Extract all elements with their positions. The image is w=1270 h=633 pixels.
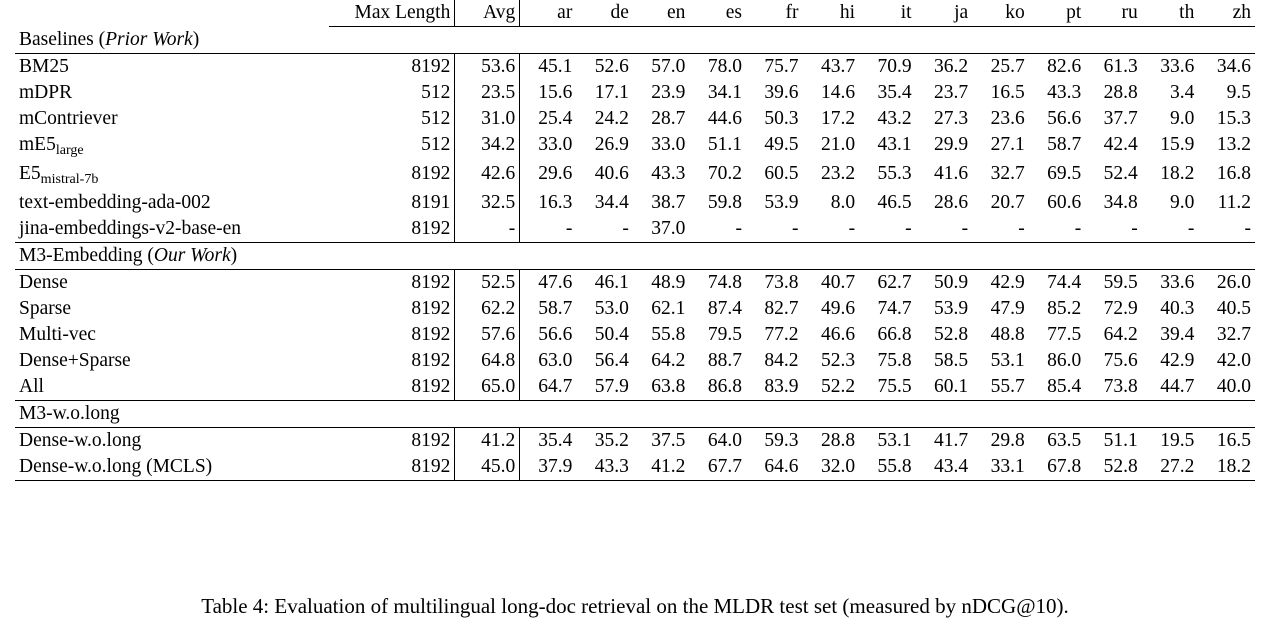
cell-lang-ko: 53.1 <box>990 349 1025 371</box>
cell-lang-pt: 56.6 <box>1047 108 1082 129</box>
cell-lang-zh: 13.2 <box>1216 134 1251 155</box>
cell-lang-en: 57.0 <box>651 56 686 77</box>
cell-avg: - <box>455 216 520 242</box>
cell-lang-de: 17.1 <box>594 82 629 103</box>
cell-avg: 65.0 <box>455 374 520 400</box>
table-row <box>15 348 1255 374</box>
cell-lang-es: 86.8 <box>707 375 742 397</box>
cell-lang-zh: 26.0 <box>1216 271 1251 293</box>
header-lang-it: it <box>859 0 916 27</box>
cell-lang-it: 43.2 <box>877 108 912 129</box>
cell-lang-ru: 72.9 <box>1103 297 1138 319</box>
section-label: M3-w.o.long <box>15 400 1255 427</box>
cell-lang-ko: 25.7 <box>990 56 1025 77</box>
cell-lang-th: 33.6 <box>1160 271 1195 293</box>
cell-lang-ko: 48.8 <box>990 323 1025 345</box>
cell-avg: 53.6 <box>455 54 520 81</box>
cell-lang-th: 15.9 <box>1160 134 1195 155</box>
cell-max-length: 8192 <box>411 375 451 397</box>
cell-lang-ko: 29.8 <box>990 429 1025 451</box>
section-header-row <box>15 242 1255 269</box>
cell-lang-it: 74.7 <box>877 297 912 319</box>
cell-lang-ko: 23.6 <box>990 108 1025 129</box>
cell-lang-ko: 33.1 <box>972 454 1029 481</box>
table-row <box>15 190 1255 216</box>
cell-lang-ja: 41.6 <box>934 162 969 184</box>
cell-lang-ar: 56.6 <box>520 322 577 348</box>
cell-lang-ru: 52.8 <box>1085 454 1142 481</box>
header-lang-es: es <box>689 0 746 27</box>
header-row <box>15 0 1255 27</box>
table-body <box>15 27 1255 481</box>
cell-max-length: 512 <box>421 108 451 129</box>
cell-avg: 23.5 <box>455 80 520 106</box>
cell-lang-th: 3.4 <box>1169 82 1195 103</box>
cell-lang-fr: 82.7 <box>764 297 799 319</box>
section-label: M3-Embedding (Our Work) <box>15 242 1255 269</box>
cell-lang-zh: 34.6 <box>1216 56 1251 77</box>
table-row <box>15 132 1255 161</box>
cell-lang-ru: 73.8 <box>1103 375 1138 397</box>
section-header-row <box>15 27 1255 54</box>
cell-lang-en: 37.5 <box>651 429 686 451</box>
cell-lang-ar: 47.6 <box>520 269 577 296</box>
cell-lang-th: 39.4 <box>1160 323 1195 345</box>
cell-lang-fr: 64.6 <box>746 454 803 481</box>
cell-avg: 64.8 <box>455 348 520 374</box>
header-avg: Avg <box>455 0 520 27</box>
cell-lang-it: 70.9 <box>877 56 912 77</box>
cell-max-length: 8192 <box>411 56 451 77</box>
cell-lang-ru: 37.7 <box>1103 108 1138 129</box>
cell-lang-es: 78.0 <box>707 56 742 77</box>
cell-lang-hi: 46.6 <box>820 323 856 345</box>
cell-lang-pt: 69.5 <box>1047 162 1082 184</box>
cell-avg: 62.2 <box>455 296 520 322</box>
results-table <box>15 0 1255 481</box>
cell-lang-pt: 74.4 <box>1047 271 1082 293</box>
cell-lang-hi: 43.7 <box>820 56 856 77</box>
cell-lang-ar: 15.6 <box>520 80 577 106</box>
table-header <box>15 0 1255 27</box>
cell-lang-fr: 75.7 <box>764 56 799 77</box>
cell-lang-ja: 52.8 <box>934 323 969 345</box>
cell-avg: 41.2 <box>455 427 520 454</box>
cell-lang-pt: 67.8 <box>1029 454 1086 481</box>
cell-lang-ar: 25.4 <box>520 106 577 132</box>
cell-lang-zh: 40.5 <box>1216 297 1251 319</box>
cell-lang-fr: - <box>792 217 799 239</box>
cell-lang-pt: 43.3 <box>1047 82 1082 103</box>
table-row <box>15 374 1255 400</box>
cell-lang-ru: 52.4 <box>1103 162 1138 184</box>
cell-lang-es: 79.5 <box>707 323 742 345</box>
cell-lang-en: 63.8 <box>651 375 686 397</box>
cell-lang-ar: 64.7 <box>520 374 577 400</box>
cell-lang-hi: 52.3 <box>820 349 856 371</box>
cell-lang-en: 33.0 <box>651 134 686 155</box>
cell-lang-it: 43.1 <box>877 134 912 155</box>
cell-lang-it: 75.8 <box>877 349 912 371</box>
cell-lang-zh: 32.7 <box>1216 323 1251 345</box>
cell-lang-pt: 77.5 <box>1047 323 1082 345</box>
cell-model-name: jina-embeddings-v2-base-en <box>19 217 242 239</box>
header-lang-ja: ja <box>916 0 973 27</box>
cell-lang-ko: 32.7 <box>990 162 1025 184</box>
cell-lang-fr: 73.8 <box>764 271 799 293</box>
cell-lang-en: 64.2 <box>651 349 686 371</box>
cell-model-name: $E5_{mistral-7b}$ <box>19 162 99 187</box>
cell-lang-ja: 60.1 <box>934 375 969 397</box>
cell-lang-hi: 17.2 <box>820 108 856 129</box>
header-max-length: Max Length <box>329 0 455 27</box>
header-lang-ko: ko <box>972 0 1029 27</box>
cell-lang-es: 70.2 <box>707 162 742 184</box>
cell-lang-ar: 63.0 <box>520 348 577 374</box>
cell-lang-fr: 39.6 <box>764 82 799 103</box>
cell-lang-en: 41.2 <box>633 454 690 481</box>
cell-max-length: 512 <box>421 134 451 155</box>
cell-lang-pt: 63.5 <box>1047 429 1082 451</box>
cell-model-name: BM25 <box>19 56 69 77</box>
cell-max-length: 8192 <box>329 454 455 481</box>
cell-lang-en: 48.9 <box>651 271 686 293</box>
figure-caption: Table 4: Evaluation of multilingual long-doc retrieval on the MLDR test set (measured by nDCG@10). <box>201 594 1069 618</box>
cell-lang-zh: 18.2 <box>1198 454 1255 481</box>
cell-lang-it: - <box>905 217 912 239</box>
cell-lang-es: 51.1 <box>707 134 742 155</box>
cell-lang-it: 75.5 <box>877 375 912 397</box>
cell-lang-ko: 42.9 <box>990 271 1025 293</box>
cell-lang-de: 24.2 <box>594 108 629 129</box>
cell-max-length: 8192 <box>411 217 451 239</box>
cell-model-name: Multi-vec <box>19 323 96 345</box>
cell-lang-ja: 53.9 <box>934 297 969 319</box>
cell-lang-de: 34.4 <box>594 191 629 213</box>
cell-max-length: 8192 <box>411 349 451 371</box>
cell-lang-ru: - <box>1131 217 1138 239</box>
cell-lang-pt: 85.4 <box>1047 375 1082 397</box>
header-lang-pt: pt <box>1029 0 1086 27</box>
cell-lang-hi: 40.7 <box>820 271 856 293</box>
cell-lang-de: 52.6 <box>594 56 629 77</box>
cell-lang-es: 44.6 <box>707 108 742 129</box>
cell-lang-hi: - <box>848 217 856 239</box>
cell-model-name: Dense+Sparse <box>19 349 131 371</box>
cell-lang-ru: 28.8 <box>1103 82 1138 103</box>
header-lang-th: th <box>1142 0 1199 27</box>
cell-lang-en: 55.8 <box>651 323 686 345</box>
table-row <box>15 322 1255 348</box>
cell-lang-th: - <box>1187 217 1195 239</box>
cell-model-name: Dense-w.o.long (MCLS) <box>15 454 329 481</box>
cell-lang-ja: 50.9 <box>934 271 969 293</box>
cell-lang-hi: 23.2 <box>820 162 856 184</box>
cell-lang-en: 23.9 <box>651 82 686 103</box>
header-lang-fr: fr <box>746 0 803 27</box>
cell-max-length: 8192 <box>411 323 451 345</box>
cell-max-length: 8192 <box>411 162 451 184</box>
cell-lang-ar: 45.1 <box>520 54 577 81</box>
cell-lang-zh: 15.3 <box>1216 108 1251 129</box>
cell-lang-de: 53.0 <box>594 297 629 319</box>
cell-lang-de: 40.6 <box>594 162 629 184</box>
cell-lang-hi: 49.6 <box>820 297 856 319</box>
table-row <box>15 54 1255 81</box>
cell-lang-de: 35.2 <box>594 429 629 451</box>
cell-lang-hi: 28.8 <box>820 429 856 451</box>
cell-model-name: Sparse <box>19 297 71 319</box>
cell-lang-it: 55.3 <box>877 162 912 184</box>
cell-lang-de: 43.3 <box>576 454 633 481</box>
cell-model-name: All <box>19 375 44 397</box>
cell-lang-pt: 58.7 <box>1047 134 1082 155</box>
cell-lang-ja: 41.7 <box>934 429 969 451</box>
cell-lang-es: 87.4 <box>707 297 742 319</box>
cell-lang-th: 44.7 <box>1160 375 1195 397</box>
table-row <box>15 296 1255 322</box>
cell-lang-ar: 37.9 <box>520 454 577 481</box>
cell-model-name: mDPR <box>19 82 73 103</box>
cell-lang-es: 64.0 <box>707 429 742 451</box>
cell-lang-pt: 85.2 <box>1047 297 1082 319</box>
cell-model-name: Dense <box>19 271 68 293</box>
cell-lang-hi: 8.0 <box>830 191 856 213</box>
cell-lang-ko: 55.7 <box>990 375 1025 397</box>
cell-lang-th: 9.0 <box>1169 108 1195 129</box>
section-label: Baselines (Prior Work) <box>15 27 1255 54</box>
cell-lang-ar: 58.7 <box>520 296 577 322</box>
cell-lang-es: 59.8 <box>707 191 742 213</box>
cell-lang-ja: 29.9 <box>934 134 969 155</box>
table-row <box>15 80 1255 106</box>
cell-avg: 31.0 <box>455 106 520 132</box>
cell-lang-pt: 86.0 <box>1047 349 1082 371</box>
cell-avg: 45.0 <box>455 454 520 481</box>
cell-lang-ru: 75.6 <box>1103 349 1138 371</box>
cell-lang-ar: 16.3 <box>520 190 577 216</box>
cell-lang-ja: 27.3 <box>934 108 969 129</box>
cell-lang-de: 26.9 <box>594 134 629 155</box>
cell-lang-de: 56.4 <box>594 349 629 371</box>
cell-lang-ko: - <box>1018 217 1025 239</box>
cell-lang-it: 62.7 <box>877 271 912 293</box>
cell-lang-zh: - <box>1244 217 1251 239</box>
cell-lang-ko: 47.9 <box>990 297 1025 319</box>
cell-lang-it: 35.4 <box>877 82 912 103</box>
cell-lang-hi: 21.0 <box>820 134 856 155</box>
cell-lang-zh: 16.5 <box>1216 429 1251 451</box>
cell-lang-zh: 40.0 <box>1216 375 1251 397</box>
cell-lang-ru: 51.1 <box>1103 429 1138 451</box>
cell-lang-ar: - <box>520 216 577 242</box>
cell-lang-ja: 58.5 <box>934 349 969 371</box>
cell-max-length: 8191 <box>411 191 451 213</box>
cell-max-length: 8192 <box>411 297 451 319</box>
cell-lang-en: 62.1 <box>651 297 686 319</box>
cell-lang-ar: 33.0 <box>520 132 577 161</box>
cell-lang-it: 46.5 <box>877 191 912 213</box>
header-lang-en: en <box>633 0 690 27</box>
cell-lang-fr: 50.3 <box>764 108 799 129</box>
cell-lang-ja: 28.6 <box>934 191 969 213</box>
cell-lang-ru: 34.8 <box>1103 191 1138 213</box>
cell-lang-de: - <box>622 217 629 239</box>
cell-lang-es: 88.7 <box>707 349 742 371</box>
cell-lang-pt: 82.6 <box>1047 56 1082 77</box>
table-row <box>15 427 1255 454</box>
cell-lang-fr: 83.9 <box>764 375 799 397</box>
cell-avg: 57.6 <box>455 322 520 348</box>
header-lang-zh: zh <box>1198 0 1255 27</box>
cell-lang-pt: - <box>1074 217 1082 239</box>
cell-avg: 52.5 <box>455 269 520 296</box>
cell-lang-en: 28.7 <box>651 108 686 129</box>
cell-avg: 32.5 <box>455 190 520 216</box>
cell-lang-fr: 84.2 <box>764 349 799 371</box>
cell-lang-ru: 61.3 <box>1103 56 1138 77</box>
header-lang-de: de <box>576 0 633 27</box>
cell-lang-fr: 77.2 <box>764 323 799 345</box>
cell-model-name: text-embedding-ada-002 <box>19 191 211 213</box>
cell-lang-ja: 36.2 <box>934 56 969 77</box>
cell-lang-ja: - <box>961 217 969 239</box>
cell-lang-es: 74.8 <box>707 271 742 293</box>
cell-lang-zh: 42.0 <box>1216 349 1251 371</box>
cell-lang-it: 55.8 <box>859 454 916 481</box>
cell-lang-fr: 49.5 <box>764 134 799 155</box>
cell-lang-ko: 20.7 <box>990 191 1025 213</box>
cell-lang-ja: 43.4 <box>916 454 973 481</box>
cell-max-length: 8192 <box>411 429 451 451</box>
table-row <box>15 454 1255 481</box>
cell-avg: 42.6 <box>455 161 520 190</box>
cell-lang-fr: 59.3 <box>764 429 799 451</box>
cell-lang-th: 19.5 <box>1160 429 1195 451</box>
cell-lang-th: 33.6 <box>1160 56 1195 77</box>
cell-lang-zh: 9.5 <box>1226 82 1251 103</box>
cell-lang-es: 34.1 <box>707 82 742 103</box>
cell-lang-de: 57.9 <box>594 375 629 397</box>
cell-lang-ko: 16.5 <box>990 82 1025 103</box>
table-row <box>15 216 1255 242</box>
cell-model-name: Dense-w.o.long <box>19 429 142 451</box>
table-row <box>15 161 1255 190</box>
cell-lang-hi: 14.6 <box>820 82 856 103</box>
header-lang-ru: ru <box>1085 0 1142 27</box>
cell-lang-zh: 11.2 <box>1217 191 1251 213</box>
table-row <box>15 269 1255 296</box>
cell-lang-fr: 53.9 <box>764 191 799 213</box>
cell-max-length: 8192 <box>411 271 451 293</box>
table-row <box>15 106 1255 132</box>
section-header-row <box>15 400 1255 427</box>
cell-lang-ru: 42.4 <box>1103 134 1138 155</box>
header-lang-ar: ar <box>520 0 577 27</box>
cell-lang-es: - <box>735 217 742 239</box>
cell-lang-it: 53.1 <box>877 429 912 451</box>
header-model <box>15 0 329 27</box>
cell-lang-fr: 60.5 <box>764 162 799 184</box>
cell-lang-ar: 29.6 <box>520 161 577 190</box>
cell-lang-de: 46.1 <box>594 271 629 293</box>
cell-model-name: mContriever <box>19 108 118 129</box>
cell-lang-es: 67.7 <box>689 454 746 481</box>
cell-lang-en: 37.0 <box>651 217 686 239</box>
cell-lang-th: 42.9 <box>1160 349 1195 371</box>
cell-lang-ru: 59.5 <box>1103 271 1138 293</box>
cell-avg: 34.2 <box>455 132 520 161</box>
cell-lang-ko: 27.1 <box>990 134 1025 155</box>
cell-lang-en: 43.3 <box>651 162 686 184</box>
cell-lang-th: 27.2 <box>1142 454 1199 481</box>
cell-max-length: 512 <box>421 82 451 103</box>
cell-lang-ru: 64.2 <box>1103 323 1138 345</box>
cell-lang-pt: 60.6 <box>1047 191 1082 213</box>
cell-lang-th: 9.0 <box>1169 191 1195 213</box>
cell-lang-ja: 23.7 <box>934 82 969 103</box>
cell-lang-ar: 35.4 <box>520 427 577 454</box>
cell-model-name: $mE5_{large}$ <box>19 134 84 158</box>
cell-lang-hi: 32.0 <box>803 454 860 481</box>
header-lang-hi: hi <box>803 0 860 27</box>
cell-lang-hi: 52.2 <box>820 375 856 397</box>
cell-lang-en: 38.7 <box>651 191 686 213</box>
cell-lang-de: 50.4 <box>594 323 629 345</box>
cell-lang-zh: 16.8 <box>1216 162 1251 184</box>
cell-lang-th: 18.2 <box>1160 162 1195 184</box>
cell-lang-th: 40.3 <box>1160 297 1195 319</box>
cell-lang-it: 66.8 <box>877 323 912 345</box>
